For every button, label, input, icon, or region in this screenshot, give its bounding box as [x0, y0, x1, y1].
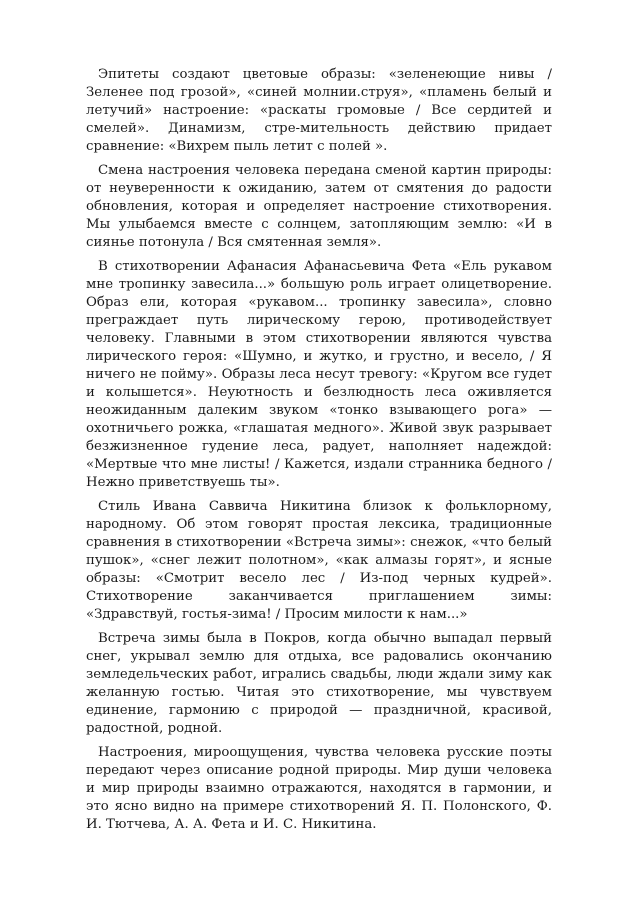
paragraph-epithets: Эпитеты создают цветовые образы: «зеленеющие нивы / Зеленее под грозой», «синей молнии.струя», «пламень белый и летучий» настроение: «раскаты громовые / Все сердитей и смелей». Динамизм, стре-мительность действию придает сравнение: «Вихрем пыль летит с полей ». [86, 67, 552, 154]
paragraph-mood-change: Смена настроения человека передана сменой картин природы: от неуверенности к ожиданию, затем от смятения до радости обновления, которая и определяет настроение стихотворения. Мы улыбаемся вместе с солнцем, затопляющим землю: «И в сиянье потонула / Вся смятенная земля». [86, 163, 552, 250]
paragraph-nikitin-style: Стиль Ивана Саввича Никитина близок к фольклорному, народному. Об этом говорят простая лексика, традиционные сравнения в стихотворении «Встреча зимы»: снежок, «что белый пушок», «снег лежит полотном», «как алмазы горят», и ясные образы: «Смотрит весело лес / Из-под черных кудрей». Стихотворение заканчивается приглашением зимы: «Здравствуй, гостья-зима! / Просим милости к нам...» [86, 499, 552, 622]
paragraph-conclusion: Настроения, мироощущения, чувства человека русские поэты передают через описание родной природы. Мир души человека и мир природы взаимно отражаются, находятся в гармонии, и это ясно видно на примере стихотворений Я. П. Полонского, Ф. И. Тютчева, А. А. Фета и И. С. Никитина. [86, 745, 552, 832]
paragraph-winter-meeting: Встреча зимы была в Покров, когда обычно выпадал первый снег, укрывал землю для отдыха, все радовались окончанию земледельческих работ, игрались свадьбы, люди ждали зиму как желанную гостью. Читая это стихотворение, мы чувствуем единение, гармонию с природой — праздничной, красивой, радостной, родной. [86, 631, 552, 736]
document-page [86, 66, 552, 840]
paragraph-fet: В стихотворении Афанасия Афанасьевича Фета «Ель рукавом мне тропинку завесила...» большую роль играет олицетворение. Образ ели, которая «рукавом... тропинку завесила», словно преграждает путь лирическому герою, противодействует человеку. Главными в этом стихотворении являются чувства лирического героя: «Шумно, и жутко, и грустно, и весело, / Я ничего не пойму». Образы леса несут тревогу: «Кругом все гудет и колышется». Неуютность и безлюдность леса оживляется неожиданным далеким звуком «тонко взывающего рога» — охотничьего рожка, «глашатая медного». Живой звук разрывает безжизненное гудение леса, радует, наполняет надеждой: «Мертвые что мне листы! / Кажется, издали странника бедного / Нежно приветствуешь ты». [86, 259, 552, 490]
